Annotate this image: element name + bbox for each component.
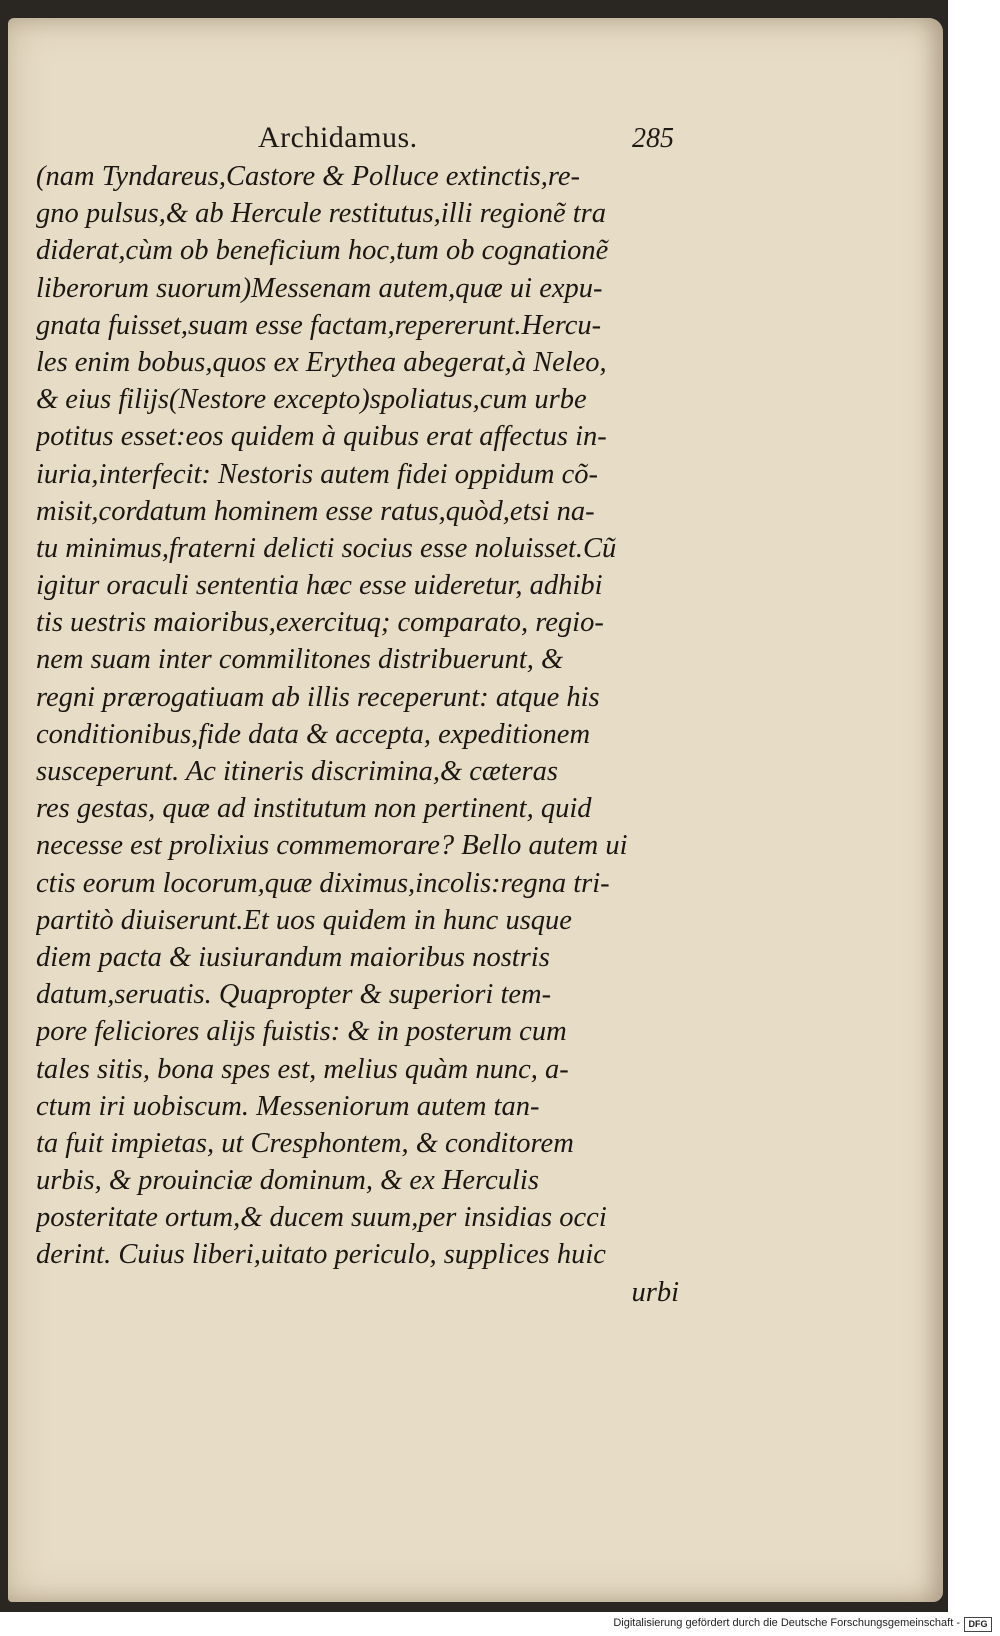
text-line: derint. Cuius liberi,uitato periculo, supplices huic: [36, 1239, 606, 1271]
text-line: conditionibus,fide data & accepta, expeditionem: [36, 718, 591, 750]
text-line: ctum iri uobiscum. Messeniorum autem tan-: [36, 1090, 540, 1122]
text-line: liberorum suorum)Messenam autem,quæ ui expu-: [36, 272, 603, 304]
text-line: gnata fuisset,suam esse factam,repererunt.Hercu-: [36, 309, 602, 341]
text-line: tu minimus,fraterni delicti socius esse noluisset.Cũ: [36, 532, 617, 564]
text-line: res gestas, quæ ad institutum non pertinent, quid: [36, 793, 592, 825]
digitization-footer: [0, 1614, 1000, 1636]
text-line: tis uestris maioribus,exercituq; comparato, regio-: [36, 607, 604, 639]
text-line: potitus esset:eos quidem à quibus erat affectus in-: [36, 421, 607, 453]
text-line: iuria,interfecit: Nestoris autem fidei oppidum cõ-: [36, 458, 599, 490]
text-line: necesse est prolixius commemorare? Bello autem ui: [36, 830, 628, 862]
running-title: Archidamus.: [258, 121, 418, 154]
text-line: posteritate ortum,& ducem suum,per insidias occi: [36, 1202, 607, 1234]
text-line: ctis eorum locorum,quæ diximus,incolis:regna tri-: [36, 867, 610, 899]
text-line: diem pacta & iusiurandum maioribus nostris: [36, 941, 550, 973]
text-line: gno pulsus,& ab Hercule restitutus,illi regionẽ tra: [36, 198, 606, 230]
text-line: les enim bobus,quos ex Erythea abegerat,à Neleo,: [36, 346, 607, 378]
footer-credit: Digitalisierung gefördert durch die Deutsche Forschungsgemeinschaft -: [613, 1617, 960, 1629]
page-number: 285: [632, 123, 674, 154]
text-line: regni prærogatiuam ab illis receperunt: atque his: [36, 681, 600, 713]
text-line: & eius filijs(Nestore excepto)spoliatus,cum urbe: [36, 384, 587, 416]
text-line: nem suam inter commilitones distribuerunt, &: [36, 644, 564, 676]
text-line: tales sitis, bona spes est, melius quàm nunc, a-: [36, 1053, 569, 1085]
text-line: misit,cordatum hominem esse ratus,quòd,etsi na-: [36, 495, 595, 527]
text-line: urbis, & prouinciæ dominum, & ex Herculis: [36, 1165, 539, 1197]
text-line: partitò diuiserunt.Et uos quidem in hunc usque: [36, 904, 572, 936]
text-line: diderat,cùm ob beneficium hoc,tum ob cognationẽ: [36, 235, 609, 267]
dfg-logo-icon: DFG: [964, 1617, 992, 1632]
running-head: [258, 121, 678, 161]
text-line: igitur oraculi sententia hæc esse uideretur, adhibi: [36, 570, 603, 602]
body-text: [36, 158, 691, 1311]
text-line: ta fuit impietas, ut Cresphontem, & conditorem: [36, 1127, 574, 1159]
text-line: pore feliciores alijs fuistis: & in posterum cum: [36, 1016, 567, 1048]
text-line: susceperunt. Ac itineris discrimina,& cæteras: [36, 756, 558, 787]
book-page: [8, 18, 943, 1602]
text-line: (nam Tyndareus,Castore & Polluce extinctis,re-: [36, 161, 581, 192]
catchword: urbi: [631, 1276, 679, 1308]
text-line: datum,seruatis. Quapropter & superiori tem-: [36, 979, 552, 1011]
